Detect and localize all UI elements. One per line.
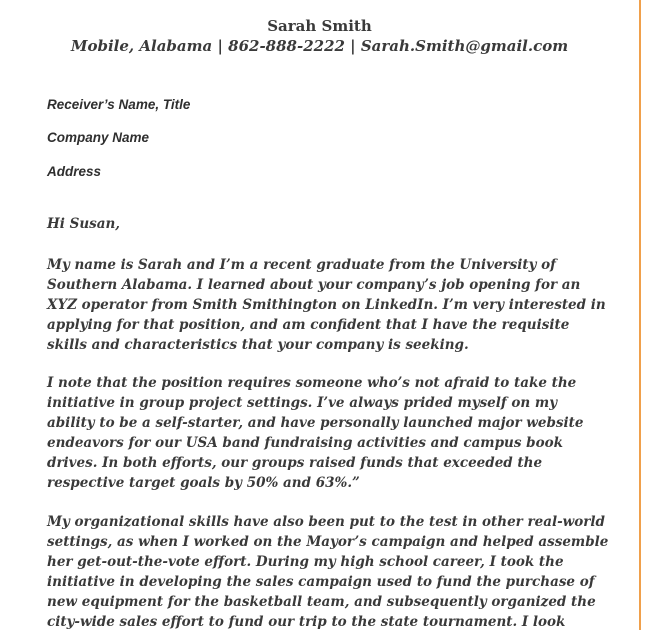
paragraph-intro: [47, 255, 606, 355]
paragraph-line: drives. In both efforts, our groups raised funds that exceeded the: [47, 455, 543, 471]
paragraph-line: initiative in developing the sales campaign used to fund the purchase of: [47, 574, 595, 590]
paragraph-line: My organizational skills have also been put to the test in other real-world: [47, 514, 605, 530]
paragraph-line: settings, as when I worked on the Mayor’s campaign and helped assemble: [47, 534, 609, 550]
paragraph-organizational: [47, 512, 609, 630]
paragraph-line: endeavors for our USA band fundraising activities and campus book: [47, 435, 563, 451]
paragraph-line: new equipment for the basketball team, and subsequently organized the: [47, 594, 596, 610]
paragraph-line: her get-out-the-vote effort. During my high school career, I took the: [47, 554, 564, 570]
recipient-company-line: Company Name: [47, 130, 150, 145]
paragraph-line: applying for that position, and am confident that I have the requisite: [47, 317, 570, 333]
recipient-title-line: Receiver’s Name, Title: [47, 97, 191, 112]
sender-contact-line: Mobile, Alabama | 862-888-2222 | Sarah.Smith@gmail.com: [70, 37, 569, 55]
paragraph-line: My name is Sarah and I’m a recent graduate from the University of: [47, 257, 556, 273]
paragraph-line: ability to be a self-starter, and have personally launched major website: [47, 415, 584, 431]
paragraph-line: skills and characteristics that your company is seeking.: [47, 337, 469, 353]
recipient-address-line: Address: [47, 164, 102, 179]
paragraph-line: Southern Alabama. I learned about your company’s job opening for an: [47, 277, 581, 293]
paragraph-line: city-wide sales effort to fund our trip to the state tournament. I look: [47, 614, 566, 630]
paragraph-initiative: [47, 373, 592, 493]
paragraph-line: XYZ operator from Smith Smithington on LinkedIn. I’m very interested in: [47, 297, 606, 313]
sender-name: Sarah Smith: [267, 17, 372, 35]
greeting: Hi Susan,: [47, 216, 121, 232]
paragraph-line: I note that the position requires someone who’s not afraid to take the: [47, 375, 577, 391]
paragraph-line: respective target goals by 50% and 63%.”: [47, 475, 360, 491]
paragraph-line: initiative in group project settings. I’ve always prided myself on my: [47, 395, 558, 411]
